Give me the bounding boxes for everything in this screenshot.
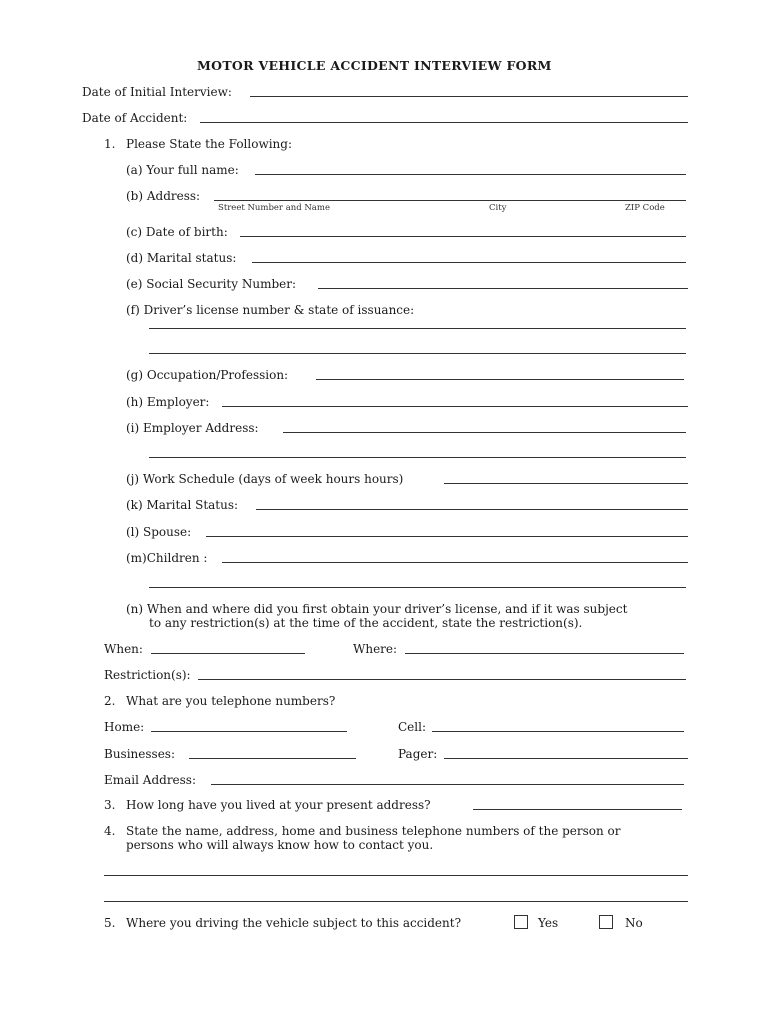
- business-phone-field[interactable]: [189, 758, 356, 759]
- q4-number: 4.: [104, 824, 116, 838]
- home-phone-field[interactable]: [151, 731, 347, 732]
- q3-text: How long have you lived at your present address?: [126, 798, 431, 812]
- address-city-caption: City: [489, 203, 507, 213]
- children-field-2[interactable]: [149, 587, 686, 588]
- email-field[interactable]: [211, 784, 684, 785]
- date-of-birth-field[interactable]: [240, 236, 686, 237]
- q2-text: What are you telephone numbers?: [126, 694, 336, 708]
- employer-address-field-1[interactable]: [283, 432, 686, 433]
- children-field-1[interactable]: [222, 562, 688, 563]
- occupation-field[interactable]: [316, 379, 684, 380]
- date-of-birth-label: (c) Date of birth:: [126, 225, 228, 239]
- home-phone-label: Home:: [104, 720, 145, 734]
- q2-number: 2.: [104, 694, 116, 708]
- occupation-label: (g) Occupation/Profession:: [126, 368, 289, 382]
- employer-address-field-2[interactable]: [149, 457, 686, 458]
- present-address-duration-field[interactable]: [473, 809, 682, 810]
- marital-status-2-field[interactable]: [256, 509, 688, 510]
- full-name-field[interactable]: [255, 174, 686, 175]
- full-name-label: (a) Your full name:: [126, 163, 239, 177]
- no-label: No: [625, 916, 643, 930]
- restrictions-label: Restriction(s):: [104, 668, 191, 682]
- page-title: MOTOR VEHICLE ACCIDENT INTERVIEW FORM: [197, 58, 552, 73]
- yes-label: Yes: [538, 916, 559, 930]
- employer-field[interactable]: [222, 406, 688, 407]
- where-label: Where:: [353, 642, 398, 656]
- employer-label: (h) Employer:: [126, 395, 210, 409]
- pager-label: Pager:: [398, 747, 438, 761]
- cell-phone-label: Cell:: [398, 720, 427, 734]
- address-zip-caption: ZIP Code: [625, 203, 665, 213]
- cell-phone-field[interactable]: [432, 731, 684, 732]
- date-of-accident-label: Date of Accident:: [82, 111, 188, 125]
- q5-text: Where you driving the vehicle subject to this accident?: [126, 916, 462, 930]
- q1-number: 1.: [104, 137, 116, 151]
- work-schedule-label: (j) Work Schedule (days of week hours hours): [126, 472, 404, 486]
- drivers-license-label: (f) Driver’s license number & state of issuance:: [126, 303, 415, 317]
- email-label: Email Address:: [104, 773, 197, 787]
- ssn-field[interactable]: [318, 288, 688, 289]
- address-label: (b) Address:: [126, 189, 201, 203]
- employer-address-label: (i) Employer Address:: [126, 421, 259, 435]
- no-checkbox[interactable]: [599, 915, 613, 929]
- contact-person-field-1[interactable]: [104, 875, 688, 876]
- pager-field[interactable]: [444, 758, 688, 759]
- marital-status-field[interactable]: [252, 262, 686, 263]
- where-field[interactable]: [405, 653, 684, 654]
- q4-text-line-2: persons who will always know how to contact you.: [126, 838, 434, 852]
- work-schedule-field[interactable]: [444, 483, 688, 484]
- restrictions-field[interactable]: [198, 679, 686, 680]
- license-question-line-2: to any restriction(s) at the time of the accident, state the restriction(s).: [149, 616, 583, 630]
- drivers-license-field-1[interactable]: [149, 328, 686, 329]
- spouse-label: (l) Spouse:: [126, 525, 192, 539]
- when-label: When:: [104, 642, 143, 656]
- q3-number: 3.: [104, 798, 116, 812]
- ssn-label: (e) Social Security Number:: [126, 277, 297, 291]
- yes-checkbox[interactable]: [514, 915, 528, 929]
- q4-text-line-1: State the name, address, home and business telephone numbers of the person or: [126, 824, 621, 838]
- marital-status-label: (d) Marital status:: [126, 251, 237, 265]
- address-field[interactable]: [214, 200, 686, 201]
- date-initial-interview-field[interactable]: [250, 96, 688, 97]
- contact-person-field-2[interactable]: [104, 901, 688, 902]
- drivers-license-field-2[interactable]: [149, 353, 686, 354]
- business-phone-label: Businesses:: [104, 747, 175, 761]
- date-initial-interview-label: Date of Initial Interview:: [82, 85, 232, 99]
- address-street-caption: Street Number and Name: [218, 203, 330, 213]
- license-question-line-1: (n) When and where did you first obtain your driver’s license, and if it was subject: [126, 602, 628, 616]
- when-field[interactable]: [151, 653, 305, 654]
- children-label: (m)Children :: [126, 551, 208, 565]
- spouse-field[interactable]: [206, 536, 688, 537]
- q1-text: Please State the Following:: [126, 137, 293, 151]
- marital-status-2-label: (k) Marital Status:: [126, 498, 239, 512]
- q5-number: 5.: [104, 916, 116, 930]
- date-of-accident-field[interactable]: [200, 122, 688, 123]
